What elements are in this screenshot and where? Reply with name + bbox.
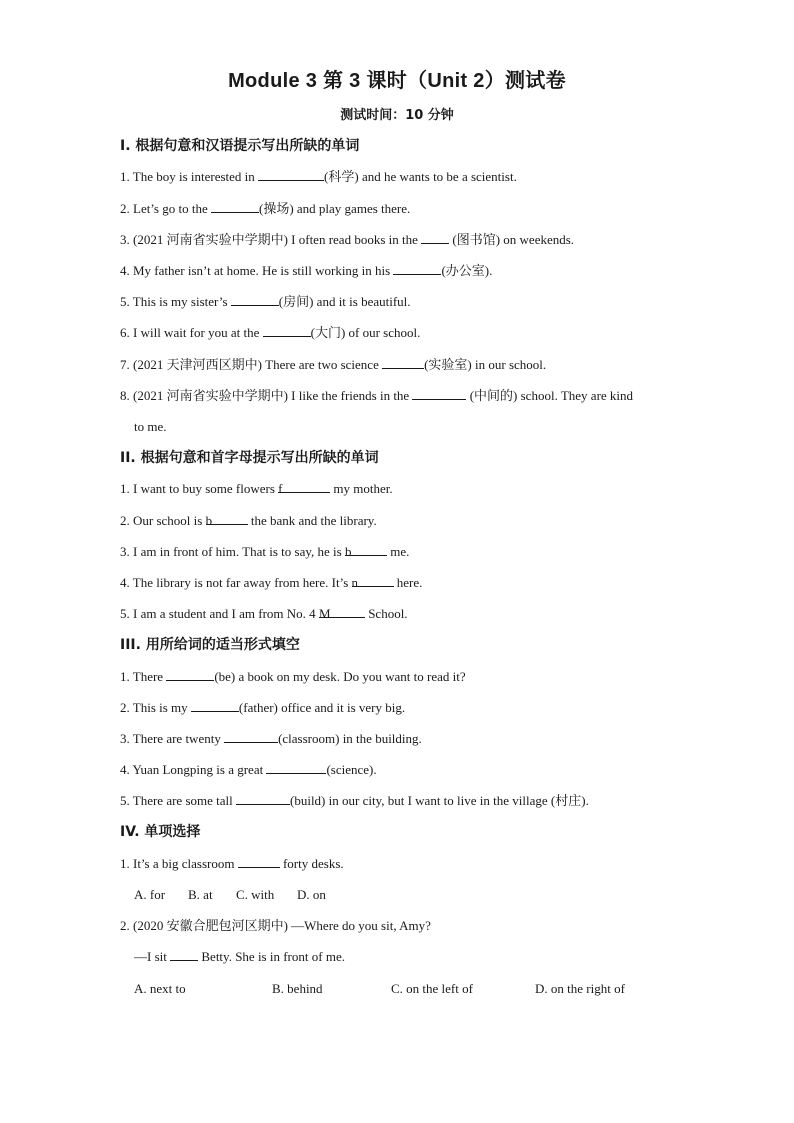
s4-q2-option-b[interactable]: B. behind (272, 981, 323, 996)
s4-question-2: 2. (2020 安徽合肥包河区期中) —Where do you sit, Amy? (120, 918, 431, 933)
section-3-heading: III. 用所给词的适当形式填空 (120, 637, 300, 653)
question-text: 2. This is my (120, 700, 191, 715)
question-text: 6. I will wait for you at the (120, 325, 263, 340)
s1-question-3 (120, 231, 574, 249)
question-text: 3. I am in front of him. That is to say, he is (120, 544, 345, 559)
question-text: (房间) and it is beautiful. (278, 294, 411, 309)
section-4-heading: IV. 单项选择 (120, 824, 201, 840)
s2-question-5 (120, 605, 408, 623)
s4-q2-option-d[interactable]: D. on the right of (535, 981, 625, 996)
answer-blank[interactable] (278, 480, 330, 496)
section-2-heading: II. 根据句意和首字母提示写出所缺的单词 (120, 450, 379, 466)
question-text: 5. I am a student and I am from No. 4 (120, 606, 319, 621)
answer-blank[interactable] (236, 792, 290, 805)
s4-q2-option-c[interactable]: C. on the left of (391, 981, 473, 996)
question-text: (classroom) in the building. (278, 731, 422, 746)
question-text: 1. The boy is interested in (120, 169, 259, 184)
question-text: (中间的) school. They are kind (466, 388, 634, 403)
s4-q1-option-b[interactable]: B. at (188, 887, 213, 902)
question-text: (科学) and he wants to be a scientist. (324, 169, 517, 184)
question-text: forty desks. (279, 856, 344, 871)
answer-blank[interactable] (318, 605, 365, 621)
answer-blank[interactable] (238, 855, 280, 868)
question-text: 4. Yuan Longping is a great (120, 762, 267, 777)
s3-question-5 (120, 792, 589, 810)
question-text: (father) office and it is very big. (238, 700, 406, 715)
s2-question-3 (120, 543, 409, 561)
question-text: —I sit (134, 949, 171, 964)
question-text: 4. The library is not far away from here. It’s (120, 575, 352, 590)
question-text: (办公室). (441, 263, 493, 278)
question-text: 1. There (120, 669, 167, 684)
question-text: the bank and the library. (247, 513, 377, 528)
s1-question-7 (120, 356, 546, 374)
s1-question-4 (120, 262, 492, 280)
s1-question-5 (120, 293, 411, 311)
s2-question-1 (120, 480, 393, 498)
question-text: 3. There are twenty (120, 731, 225, 746)
question-text: Betty. She is in front of me. (198, 949, 345, 964)
answer-blank[interactable] (205, 512, 248, 528)
answer-blank[interactable] (211, 200, 259, 213)
answer-blank[interactable] (266, 761, 326, 774)
question-text: 7. (2021 天津河西区期中) There are two science (120, 357, 383, 372)
question-text: 1. I want to buy some flowers (120, 481, 279, 496)
question-text: my mother. (330, 481, 393, 496)
question-text: (操场) and play games there. (259, 201, 411, 216)
s1-question-2 (120, 200, 410, 218)
s3-question-2 (120, 699, 405, 717)
answer-blank[interactable] (344, 543, 387, 559)
question-text: 5. There are some tall (120, 793, 236, 808)
s4-q1-option-d[interactable]: D. on (297, 887, 326, 902)
answer-blank[interactable] (412, 387, 466, 400)
s1-question-6 (120, 324, 420, 342)
s2-question-2 (120, 512, 377, 530)
answer-blank[interactable] (393, 262, 441, 275)
s4-question-1 (120, 855, 344, 873)
initial-letter: f (278, 481, 283, 496)
question-text: (build) in our city, but I want to live in the village (村庄). (290, 793, 589, 808)
question-text: 1. It’s a big classroom (120, 856, 238, 871)
test-duration: 测试时间：10 分钟 (340, 108, 454, 123)
answer-blank[interactable] (382, 356, 424, 369)
answer-blank[interactable] (351, 574, 394, 590)
answer-blank[interactable] (421, 231, 449, 244)
initial-letter: b (205, 513, 213, 528)
s4-q1-option-c[interactable]: C. with (236, 887, 275, 902)
question-text: 2. Let’s go to the (120, 201, 211, 216)
question-text: (大门) of our school. (310, 325, 421, 340)
question-text: 5. This is my sister’s (120, 294, 231, 309)
question-text: (be) a book on my desk. Do you want to read it? (214, 669, 466, 684)
question-text: (science). (326, 762, 377, 777)
s3-question-1 (120, 668, 466, 686)
answer-blank[interactable] (170, 948, 198, 961)
answer-blank[interactable] (263, 324, 311, 337)
s2-question-4 (120, 574, 422, 592)
answer-blank[interactable] (166, 668, 214, 681)
s1-question-8 (120, 387, 633, 405)
question-text: me. (386, 544, 410, 559)
question-text: 2. Our school is (120, 513, 206, 528)
question-text: School. (364, 606, 408, 621)
question-text: (实验室) in our school. (424, 357, 547, 372)
question-text: 8. (2021 河南省实验中学期中) I like the friends in the (120, 388, 413, 403)
question-text: here. (393, 575, 423, 590)
answer-blank[interactable] (224, 730, 278, 743)
s3-question-4 (120, 761, 377, 779)
s3-question-3 (120, 730, 422, 748)
s4-q2-option-a[interactable]: A. next to (134, 981, 186, 996)
initial-letter: M (318, 606, 331, 621)
initial-letter: n (351, 575, 359, 590)
answer-blank[interactable] (231, 293, 279, 306)
s4-q1-option-a[interactable]: A. for (134, 887, 166, 902)
answer-blank[interactable] (258, 168, 324, 181)
question-text: 4. My father isn’t at home. He is still working in his (120, 263, 394, 278)
question-text: 3. (2021 河南省实验中学期中) I often read books in the (120, 232, 422, 247)
s1-question-8-continuation: to me. (134, 419, 167, 434)
s4-question-2-dialogue (134, 948, 345, 966)
question-text: (图书馆) on weekends. (449, 232, 575, 247)
section-1-heading: I. 根据句意和汉语提示写出所缺的单词 (120, 138, 360, 154)
initial-letter: b (344, 544, 352, 559)
answer-blank[interactable] (191, 699, 239, 712)
s1-question-1 (120, 168, 517, 186)
page-title: Module 3 第 3 课时（Unit 2）测试卷 (228, 70, 566, 92)
